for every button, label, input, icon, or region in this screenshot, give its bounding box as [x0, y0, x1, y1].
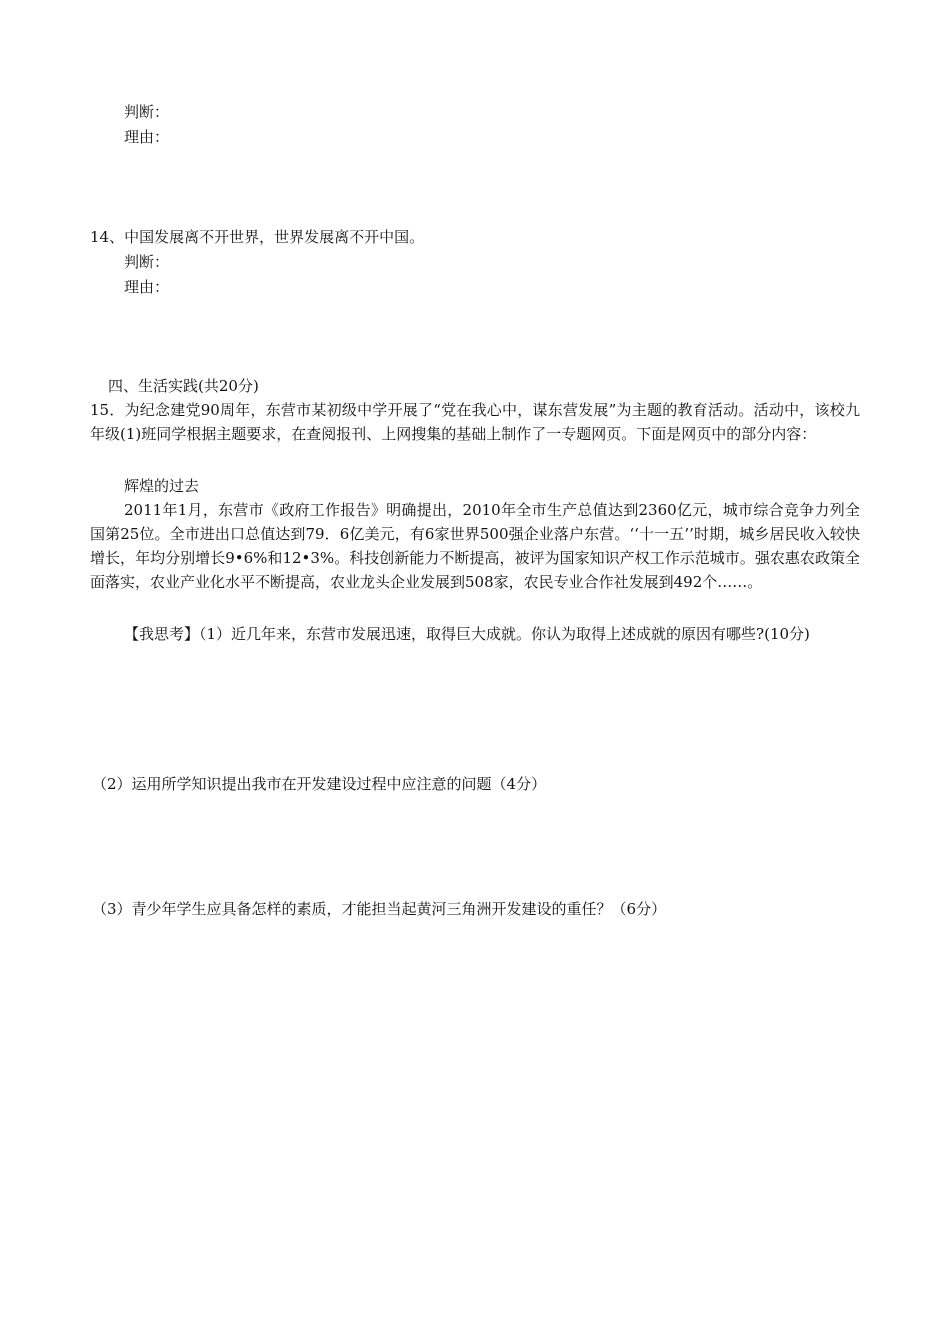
q14-judge-label: 判断： [124, 253, 170, 271]
q15-sub2: （2）运用所学知识提出我市在开发建设过程中应注意的问题（4分） [92, 775, 547, 793]
q13-judge-label: 判断： [124, 103, 170, 121]
q15-sub3: （3）青少年学生应具备怎样的素质，才能担当起黄河三角洲开发建设的重任？（6分） [92, 900, 667, 918]
q13-reason-label: 理由： [124, 128, 170, 146]
q14-reason-label: 理由： [124, 278, 170, 296]
q15-think-prompt [90, 622, 860, 646]
q15-material-text: 2011年1月，东营市《政府工作报告》明确提出，2010年全市生产总值达到2360亿元，城市综合竞争力列全国第25位。全市进出口总值达到79．6亿美元，有6家世界500强企业落户东营。‘‘十一五’’时期，城乡居民收入较快增长，年均分别增长9•6%和12•3%。科技创新能力不断提高，被评为国家知识产权工作示范城市。强农惠农政策全面落实，农业产业化水平不断提高，农业龙头企业发展到508家，农民专业合作社发展到492个……。 [90, 501, 860, 591]
q15-think-text: 【我思考】（1）近几年来，东营市发展迅速，取得巨大成就。你认为取得上述成就的原因有哪些?(10分) [124, 625, 810, 643]
q15-material [90, 498, 860, 594]
q15-stem [90, 398, 860, 446]
q14-stem: 14、中国发展离不开世界，世界发展离不开中国。 [90, 228, 425, 246]
section4-title: 四、生活实践(共20分) [108, 377, 259, 395]
q15-stem-text: 15．为纪念建党90周年，东营市某初级中学开展了“党在我心中，谋东营发展”为主题的教育活动。活动中，该校九年级(1)班同学根据主题要求，在查阅报刊、上网搜集的基础上制作了一专题网页。下面是网页中的部分内容： [90, 401, 860, 443]
q15-subtitle: 辉煌的过去 [124, 477, 200, 495]
